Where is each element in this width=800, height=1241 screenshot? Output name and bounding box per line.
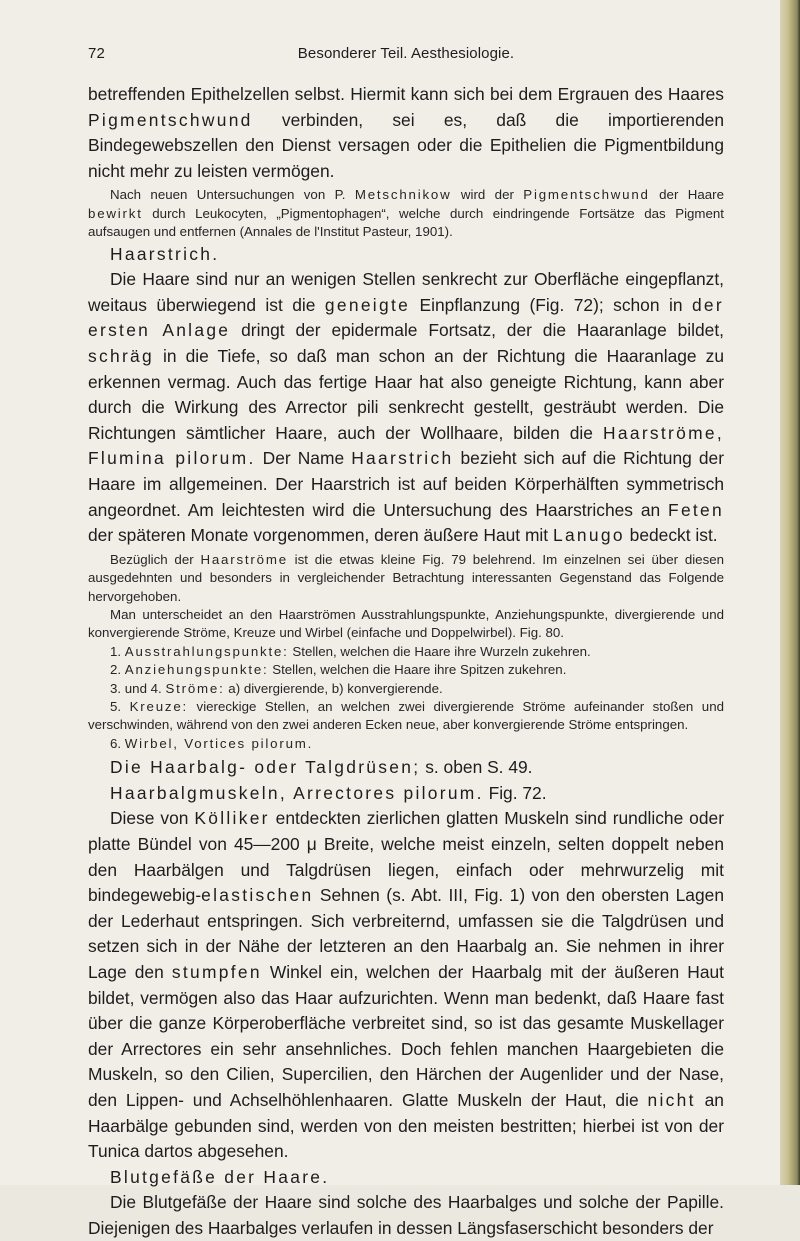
heading-talgdruesen: Die Haarbalg- oder Talgdrüsen; s. oben S. 49.	[110, 757, 533, 778]
list-item: 6. Wirbel, Vortices pilorum.	[110, 735, 314, 751]
list-item: 5. Kreuze: viereckige Stellen, an welchen zwei divergierende Ströme aufeinander stoßen und verschwinden, während von den zwei anderen Ecken neue, aber konvergierende Ströme entspringen.	[88, 698, 724, 733]
body-text	[88, 82, 724, 1241]
page-header	[88, 45, 724, 67]
paragraph-pigmentschwund: betreffenden Epithelzellen selbst. Hiermit kann sich bei dem Ergrauen des Haares Pigmentschwund verbinden, sei es, daß die importierenden Bindegewebszellen den Dienst versagen oder die Epithelien die Pigmentbildung nicht mehr zu leisten vermögen.	[88, 84, 724, 181]
heading-blutgefaesse: Blutgefäße der Haare.	[110, 1166, 330, 1187]
heading-haarstrich: Haarstrich.	[110, 243, 220, 264]
note-metschnikow: Nach neuen Untersuchungen von P. Metschnikow wird der Pigmentschwund der Haare bewirkt durch Leukocyten, „Pigmentophagen“, welche durch eindringende Fortsätze das Pigment aufsaugen und entfernen (Annales de l'Institut Pasteur, 1901).	[88, 187, 724, 240]
paragraph-blutgefaesse: Die Blutgefäße der Haare sind solche des Haarbalges und solche der Papille. Diejenigen des Haarbalges verlaufen in dessen Längsfaserschicht besonders der	[88, 1192, 724, 1238]
list-item: 3. und 4. Ströme: a) divergierende, b) konvergierende.	[110, 680, 443, 696]
running-title: Besonderer Teil. Aesthesiologie.	[297, 45, 515, 62]
paragraph-arrectores: Diese von Kölliker entdeckten zierlichen glatten Muskeln sind rundliche oder platte Bündel von 45—200 μ Breite, welche meist einzeln, selten doppelt neben den Haarbälgen und Talgdrüsen liegen, einfach oder mehrwurzelig mit bindegewebig-elastischen Sehnen (s. Abt. III, Fig. 1) von den obersten Lagen der Lederhaut entspringen. Sich verbreiternd, umfassen sie die Talgdrüsen und setzen sich in der Nähe der letzteren an den Haarbalg an. Sie nehmen in ihrer Lage den stumpfen Winkel ein, welchen der Haarbalg mit der äußeren Haut bildet, vermögen also das Haar aufzurichten. Wenn man bedenkt, daß Haare fast über die ganze Körperoberfläche verbreitet sind, so ist das gesamte Muskellager der Arrectores ein sehr ansehnliches. Doch fehlen manchen Haargebieten die Muskeln, so den Cilien, Supercilien, den Härchen der Augenlider und der Nase, den Lippen- und Achselhöhlenhaaren. Glatte Muskeln der Haut, die nicht an Haarbälge gebunden sind, werden von den meisten bestritten; hierbei ist von der Tunica dartos abgesehen.	[88, 808, 724, 1162]
list-item: 2. Anziehungspunkte: Stellen, welchen die Haare ihre Spitzen zukehren.	[110, 662, 567, 678]
page-number: 72	[88, 45, 105, 62]
note-haarstroeme: Bezüglich der Haarströme ist die etwas kleine Fig. 79 belehrend. Im einzelnen sei über diesen ausgedehnten und besonders in vergleichender Betrachtung interessanten Gegenstand das Folgende hervorgehoben.	[88, 551, 725, 604]
page-edge-shadow	[780, 0, 800, 1185]
note-unterscheidung: Man unterscheidet an den Haarströmen Ausstrahlungspunkte, Anziehungspunkte, divergierende und konvergierende Ströme, Kreuze und Wirbel (einfache und Doppelwirbel). Fig. 80.	[88, 606, 724, 641]
paragraph-haarstrich: Die Haare sind nur an wenigen Stellen senkrecht zur Oberfläche eingepflanzt, weitaus überwiegend ist die geneigte Einpflanzung (Fig. 72); schon in der ersten Anlage dringt der epidermale Fortsatz, der die Haaranlage bildet, schräg in die Tiefe, so daß man schon an der Richtung die Haaranlage zu erkennen vermag. Auch das fertige Haar hat also geneigte Richtung, kann aber durch die Wirkung des Arrector pili senkrecht gestellt, gesträubt werden. Die Richtungen sämtlicher Haare, auch der Wollhaare, bilden die Haarströme, Flumina pilorum. Der Name Haarstrich bezieht sich auf die Richtung der Haare im allgemeinen. Der Haarstrich ist auf beiden Körperhälften symmetrisch angeordnet. Am leichtesten wird die Untersuchung des Haarstriches an Feten der späteren Monate vorgenommen, deren äußere Haut mit Lanugo bedeckt ist.	[88, 269, 724, 546]
heading-arrectores: Haarbalgmuskeln, Arrectores pilorum. Fig. 72.	[110, 782, 547, 803]
list-item: 1. Ausstrahlungspunkte: Stellen, welchen die Haare ihre Wurzeln zukehren.	[110, 643, 591, 659]
